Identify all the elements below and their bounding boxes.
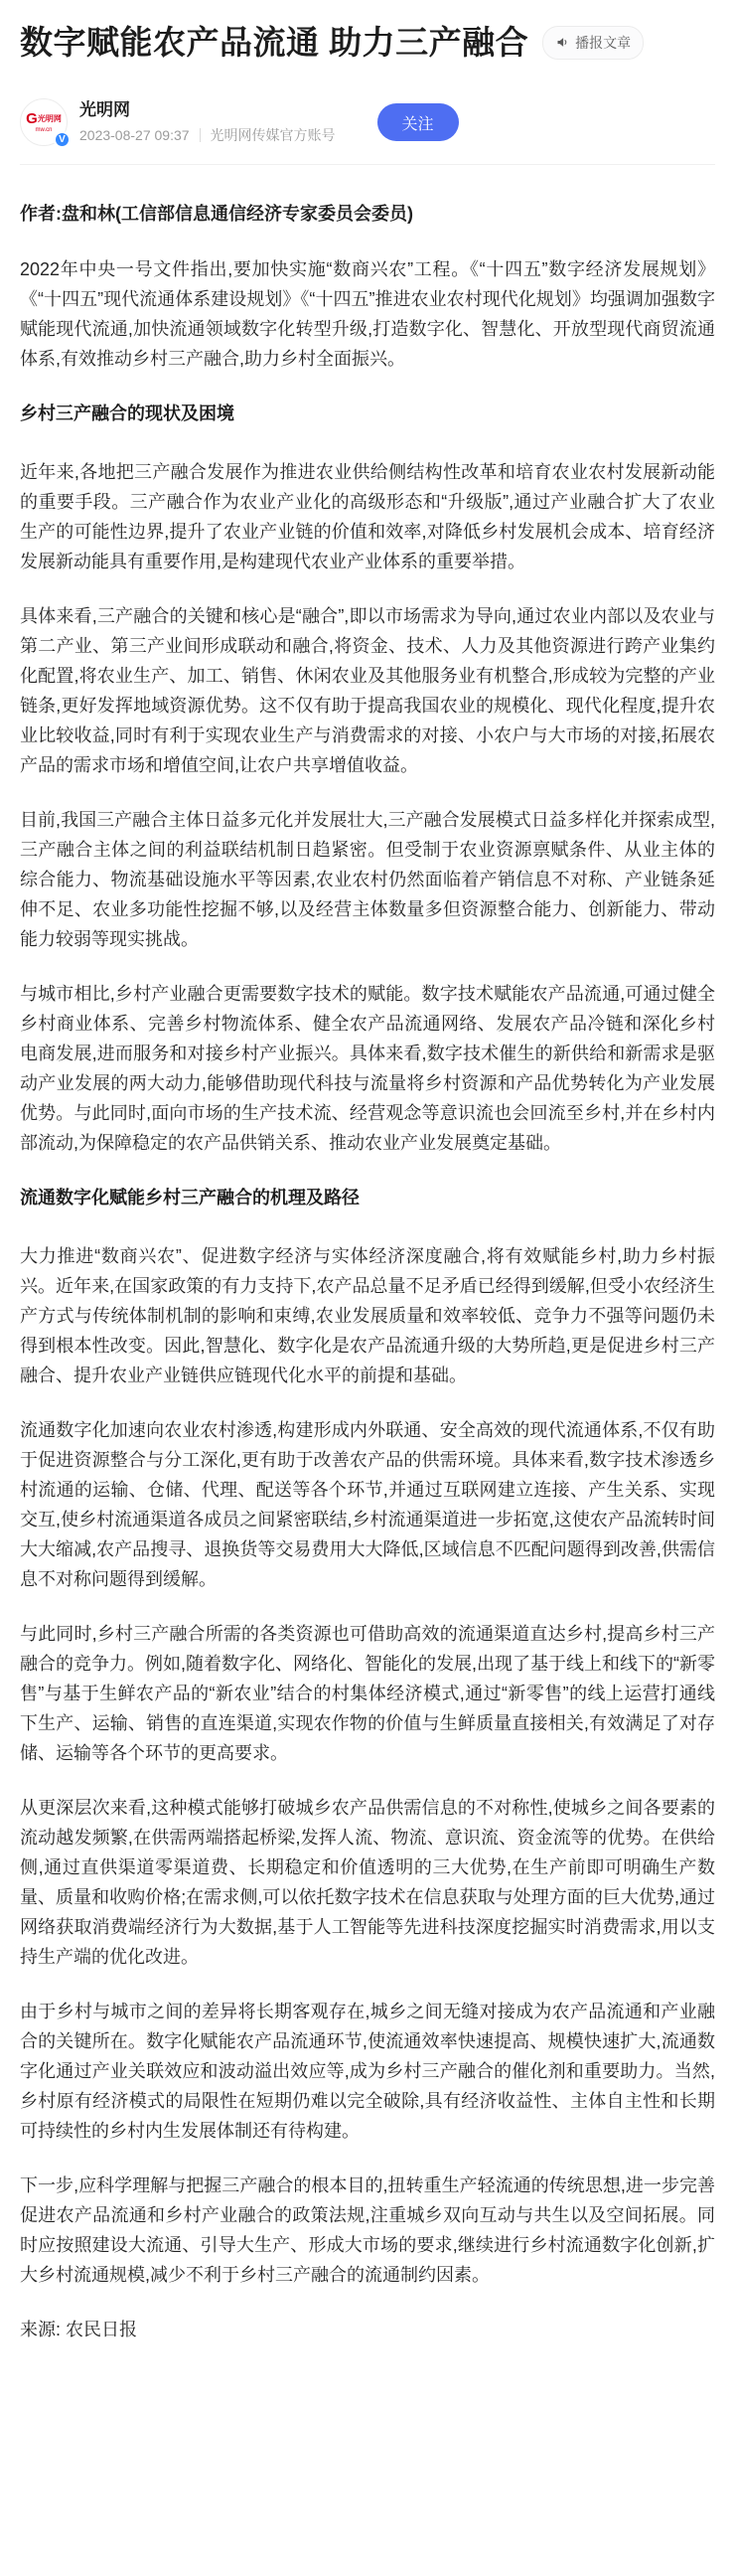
article-paragraph: 近年来,各地把三产融合发展作为推进农业供给侧结构性改革和培育农业农村发展新动能的重要手段。三产融合作为农业产业化的高级形态和“升级版”,通过产业融合扩大了农业生产的可能性边界,提升了农业产业链的价值和效率,对降低乡村发展机会成本、培育经济发展新动能具有重要作用,是构建现代农业产业体系的重要举措。 bbox=[20, 462, 715, 572]
source-line: 来源: 农民日报 bbox=[20, 2320, 138, 2340]
article-blocks bbox=[20, 254, 715, 2290]
speaker-icon bbox=[555, 35, 570, 50]
publisher-badge: 光明网传媒官方账号 bbox=[210, 127, 336, 144]
logo-cn-text: 光明网 bbox=[37, 113, 62, 123]
logo-letter: G bbox=[26, 109, 38, 127]
publisher-name[interactable]: 光明网 bbox=[79, 100, 130, 120]
byline: 作者:盘和林(工信部信息通信经济专家委员会委员) bbox=[20, 204, 413, 225]
article-paragraph: 由于乡村与城市之间的差异将长期客观存在,城乡之间无缝对接成为农产品流通和产业融合的关键所在。数字化赋能农产品流通环节,使流通效率快速提高、规模快速扩大,流通数字化通过产业关联效应和波动溢出效应等,成为乡村三产融合的催化剂和重要助力。当然,乡村原有经济模式的局限性在短期仍难以完全破除,具有经济收益性、主体自主性和长期可持续性的乡村内生发展体制还有待构建。 bbox=[20, 2002, 715, 2142]
article-paragraph: 目前,我国三产融合主体日益多元化并发展壮大,三产融合发展模式日益多样化并探索成型,三产融合主体之间的利益联结机制日趋紧密。但受制于农业资源禀赋条件、从业主体的综合能力、物流基础设施水平等因素,农业农村仍然面临着产销信息不对称、产业链条延伸不足、农业多功能性挖掘不够,以及经营主体数量多但资源整合能力、创新能力、带动能力较弱等现实挑战。 bbox=[20, 810, 715, 950]
article-paragraph: 流通数字化加速向农业农村渗透,构建形成内外联通、安全高效的现代流通体系,不仅有助于促进资源整合与分工深化,更有助于改善农产品的供需环境。具体来看,数字技术渗透乡村流通的运输、仓储、代理、配送等各个环节,并通过互联网建立连接、产生关系、实现交互,使乡村流通渠道各成员之间紧密联结,乡村流通渠道进一步拓宽,这使农产品流转时间大大缩减,农产品搜寻、退换货等交易费用大大降低,区域信息不匹配问题得到改善,供需信息不对称问题得到缓解。 bbox=[20, 1420, 715, 1590]
article-paragraph: 下一步,应科学理解与把握三产融合的根本目的,扭转重生产轻流通的传统思想,进一步完善促进农产品流通和乡村产业融合的政策法规,注重城乡双向互动与共生以及空间拓展。同时应按照建设大流通、引导大生产、形成大市场的要求,继续进行乡村流通数字化创新,扩大乡村流通规模,减少不利于乡村三产融合的流通制约因素。 bbox=[20, 2175, 715, 2286]
avatar[interactable] bbox=[20, 98, 68, 146]
title-row bbox=[20, 22, 715, 63]
header-divider bbox=[20, 164, 715, 165]
publisher-meta bbox=[79, 99, 336, 145]
publish-time: 2023-08-27 09:37 bbox=[79, 127, 190, 144]
article-paragraph: 具体来看,三产融合的关键和核心是“融合”,即以市场需求为导向,通过农业内部以及农业与第二产业、第三产业间形成联动和融合,将资金、技术、人力及其他资源进行跨产业集约化配置,将农业生产、加工、销售、休闲农业及其他服务业有机整合,形成较为完整的产业链条,更好发挥地域资源优势。这不仅有助于提高我国农业的规模化、现代化程度,提升农业比较收益,同时有利于实现农业生产与消费需求的对接、小农户与大市场的对接,拓展农产品的需求市场和增值空间,让农户共享增值收益。 bbox=[20, 606, 715, 776]
publisher-row bbox=[20, 98, 715, 146]
publisher-subline bbox=[79, 125, 336, 145]
section-heading: 流通数字化赋能乡村三产融合的机理及路径 bbox=[20, 1188, 360, 1208]
follow-button[interactable]: 关注 bbox=[377, 103, 459, 141]
article-paragraph: 与此同时,乡村三产融合所需的各类资源也可借助高效的流通渠道直达乡村,提高乡村三产融合的竞争力。例如,随着数字化、网络化、智能化的发展,出现了基于线上和线下的“新零售”与基于生鲜农产品的“新农业”结合的村集体经济模式,通过“新零售”的线上运营打通线下生产、运输、销售的直连渠道,实现农作物的价值与生鲜质量直接相关,有效满足了对存储、运输等各个环节的更高要求。 bbox=[20, 1624, 715, 1764]
page-title: 数字赋能农产品流通 助力三产融合 bbox=[20, 24, 529, 61]
logo-domain-text: mw.cn bbox=[35, 126, 53, 133]
article-paragraph: 与城市相比,乡村产业融合更需要数字技术的赋能。数字技术赋能农产品流通,可通过健全乡村商业体系、完善乡村物流体系、健全农产品流通网络、发展农产品冷链和深化乡村电商发展,进而服务和对接乡村产业振兴。具体来看,数字技术催生的新供给和新需求是驱动产业发展的两大动力,能够借助现代科技与流量将乡村资源和产品优势转化为产业发展优势。与此同时,面向市场的生产技术流、经营观念等意识流也会回流至乡村,并在乡村内部流动,为保障稳定的农产品供销关系、推动农业产业发展奠定基础。 bbox=[20, 984, 715, 1154]
broadcast-label: 播报文章 bbox=[575, 34, 632, 51]
article-paragraph: 2022年中央一号文件指出,要加快实施“数商兴农”工程。《“十四五”数字经济发展规划》《“十四五”现代流通体系建设规划》《“十四五”推进农业农村现代化规划》均强调加强数字赋能现代流通,加快流通领域数字化转型升级,打造数字化、智慧化、开放型现代商贸流通体系,有效推动乡村三产融合,助力乡村全面振兴。 bbox=[20, 259, 715, 370]
verified-badge-icon: V bbox=[54, 131, 71, 148]
section-heading: 乡村三产融合的现状及困境 bbox=[20, 403, 234, 424]
article-paragraph: 从更深层次来看,这种模式能够打破城乡农产品供需信息的不对称性,使城乡之间各要素的流动越发频繁,在供需两端搭起桥梁,发挥人流、物流、意识流、资金流等的优势。在供给侧,通过直供渠道零渠道费、长期稳定和价值透明的三大优势,在生产前即可明确生产数量、质量和收购价格;在需求侧,可以依托数字技术在信息获取与处理方面的巨大优势,通过网络获取消费端经济行为大数据,基于人工智能等先进科技深度挖掘实时消费需求,用以支持生产端的优化改进。 bbox=[20, 1798, 715, 1968]
meta-divider bbox=[200, 128, 201, 142]
article-body bbox=[20, 199, 715, 2344]
broadcast-button[interactable] bbox=[542, 26, 644, 60]
article-paragraph: 大力推进“数商兴农”、促进数字经济与实体经济深度融合,将有效赋能乡村,助力乡村振兴。近年来,在国家政策的有力支持下,农产品总量不足矛盾已经得到缓解,但受小农经济生产方式与传统体制机制的影响和束缚,农业发展质量和效率较低、竞争力不强等问题仍未得到根本性改变。因此,智慧化、数字化是农产品流通升级的大势所趋,更是促进乡村三产融合、提升农业产业链供应链现代化水平的前提和基础。 bbox=[20, 1246, 715, 1386]
